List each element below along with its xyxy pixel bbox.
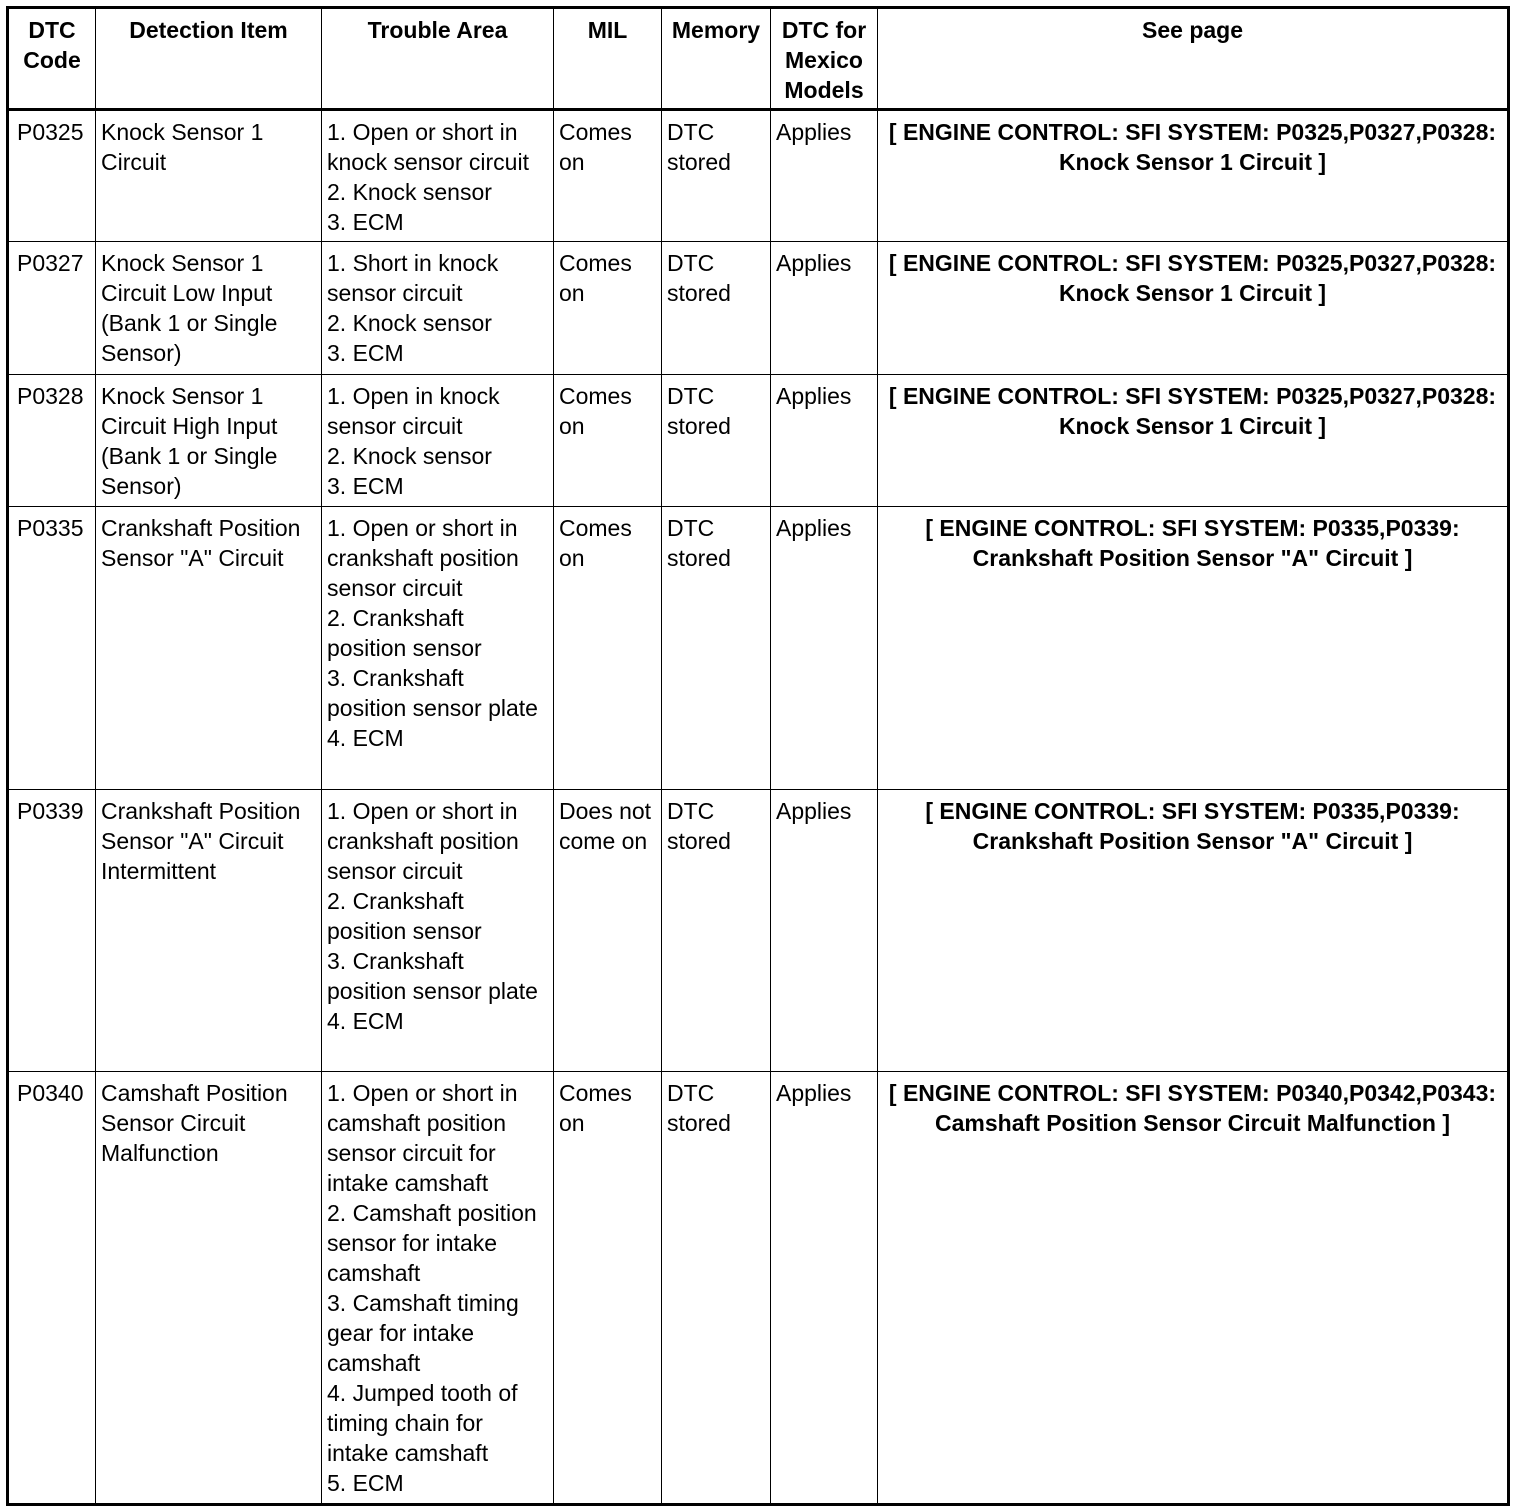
- see-page-link[interactable]: [ ENGINE CONTROL: SFI SYSTEM: P0335,P0339: Crankshaft Position Sensor "A" Circuit ]: [878, 507, 1509, 790]
- trouble-area-cell: [322, 375, 554, 507]
- dtc-code-cell: P0335: [8, 507, 96, 790]
- dtc-code-cell: P0328: [8, 375, 96, 507]
- detection-item-cell: Knock Sensor 1 Circuit: [96, 110, 322, 242]
- memory-cell: DTC stored: [662, 790, 771, 1072]
- memory-cell: DTC stored: [662, 1072, 771, 1505]
- mexico-cell: Applies: [771, 375, 878, 507]
- table-row: [8, 110, 1509, 242]
- mexico-cell: Applies: [771, 507, 878, 790]
- detection-item-cell: Knock Sensor 1 Circuit Low Input (Bank 1 or Single Sensor): [96, 242, 322, 375]
- trouble-area-item: 2. Crankshaft position sensor: [327, 605, 482, 661]
- mexico-cell: Applies: [771, 790, 878, 1072]
- mil-cell: Comes on: [554, 375, 662, 507]
- trouble-area-item: 3. Crankshaft position sensor plate: [327, 948, 538, 1004]
- mil-cell: Comes on: [554, 507, 662, 790]
- trouble-area-item: 3. ECM: [327, 340, 404, 366]
- trouble-area-item: 3. Camshaft timing gear for intake camshaft: [327, 1290, 519, 1376]
- trouble-area-item: 2. Knock sensor: [327, 443, 492, 469]
- detection-item-cell: Knock Sensor 1 Circuit High Input (Bank 1 or Single Sensor): [96, 375, 322, 507]
- header-mil: MIL: [554, 8, 662, 110]
- dtc-code-cell: P0340: [8, 1072, 96, 1505]
- trouble-area-item: 2. Knock sensor: [327, 310, 492, 336]
- detection-item-cell: Crankshaft Position Sensor "A" Circuit Intermittent: [96, 790, 322, 1072]
- mexico-cell: Applies: [771, 242, 878, 375]
- trouble-area-cell: [322, 110, 554, 242]
- mil-cell: Comes on: [554, 110, 662, 242]
- trouble-area-item: 1. Open in knock sensor circuit: [327, 383, 500, 439]
- trouble-area-item: 2. Crankshaft position sensor: [327, 888, 482, 944]
- header-dtc-code: DTC Code: [8, 8, 96, 110]
- header-dtc-for-mexico: DTC for Mexico Models: [771, 8, 878, 110]
- dtc-code-cell: P0325: [8, 110, 96, 242]
- dtc-code-cell: P0339: [8, 790, 96, 1072]
- see-page-link[interactable]: [ ENGINE CONTROL: SFI SYSTEM: P0325,P0327,P0328: Knock Sensor 1 Circuit ]: [878, 375, 1509, 507]
- trouble-area-cell: [322, 507, 554, 790]
- see-page-link[interactable]: [ ENGINE CONTROL: SFI SYSTEM: P0335,P0339: Crankshaft Position Sensor "A" Circuit ]: [878, 790, 1509, 1072]
- table-row: [8, 375, 1509, 507]
- trouble-area-item: 2. Knock sensor: [327, 179, 492, 205]
- trouble-area-item: 2. Camshaft position sensor for intake camshaft: [327, 1200, 537, 1286]
- see-page-link[interactable]: [ ENGINE CONTROL: SFI SYSTEM: P0325,P0327,P0328: Knock Sensor 1 Circuit ]: [878, 110, 1509, 242]
- dtc-code-cell: P0327: [8, 242, 96, 375]
- trouble-area-item: 4. ECM: [327, 1008, 404, 1034]
- trouble-area-item: 1. Open or short in camshaft position sensor circuit for intake camshaft: [327, 1080, 518, 1196]
- header-memory: Memory: [662, 8, 771, 110]
- trouble-area-item: 1. Open or short in crankshaft position sensor circuit: [327, 798, 519, 884]
- trouble-area-cell: [322, 1072, 554, 1505]
- memory-cell: DTC stored: [662, 375, 771, 507]
- mil-cell: Comes on: [554, 242, 662, 375]
- trouble-area-item: 4. ECM: [327, 725, 404, 751]
- trouble-area-item: 5. ECM: [327, 1470, 404, 1496]
- header-row: [8, 8, 1509, 110]
- trouble-area-item: 3. Crankshaft position sensor plate: [327, 665, 538, 721]
- trouble-area-item: 3. ECM: [327, 473, 404, 499]
- trouble-area-item: 1. Short in knock sensor circuit: [327, 250, 499, 306]
- trouble-area-cell: [322, 242, 554, 375]
- trouble-area-item: 4. Jumped tooth of timing chain for intake camshaft: [327, 1380, 518, 1466]
- see-page-link[interactable]: [ ENGINE CONTROL: SFI SYSTEM: P0325,P0327,P0328: Knock Sensor 1 Circuit ]: [878, 242, 1509, 375]
- mexico-cell: Applies: [771, 110, 878, 242]
- table-row: [8, 242, 1509, 375]
- trouble-area-item: 1. Open or short in crankshaft position sensor circuit: [327, 515, 519, 601]
- table-row: [8, 507, 1509, 790]
- memory-cell: DTC stored: [662, 110, 771, 242]
- detection-item-cell: Camshaft Position Sensor Circuit Malfunction: [96, 1072, 322, 1505]
- dtc-table: [6, 6, 1510, 1506]
- memory-cell: DTC stored: [662, 507, 771, 790]
- header-trouble-area: Trouble Area: [322, 8, 554, 110]
- table-row: [8, 1072, 1509, 1505]
- mil-cell: Comes on: [554, 1072, 662, 1505]
- mil-cell: Does not come on: [554, 790, 662, 1072]
- trouble-area-item: 3. ECM: [327, 209, 404, 235]
- trouble-area-cell: [322, 790, 554, 1072]
- header-detection-item: Detection Item: [96, 8, 322, 110]
- mexico-cell: Applies: [771, 1072, 878, 1505]
- memory-cell: DTC stored: [662, 242, 771, 375]
- header-see-page: See page: [878, 8, 1509, 110]
- trouble-area-item: 1. Open or short in knock sensor circuit: [327, 119, 529, 175]
- table-row: [8, 790, 1509, 1072]
- see-page-link[interactable]: [ ENGINE CONTROL: SFI SYSTEM: P0340,P0342,P0343: Camshaft Position Sensor Circuit Malfunction ]: [878, 1072, 1509, 1505]
- detection-item-cell: Crankshaft Position Sensor "A" Circuit: [96, 507, 322, 790]
